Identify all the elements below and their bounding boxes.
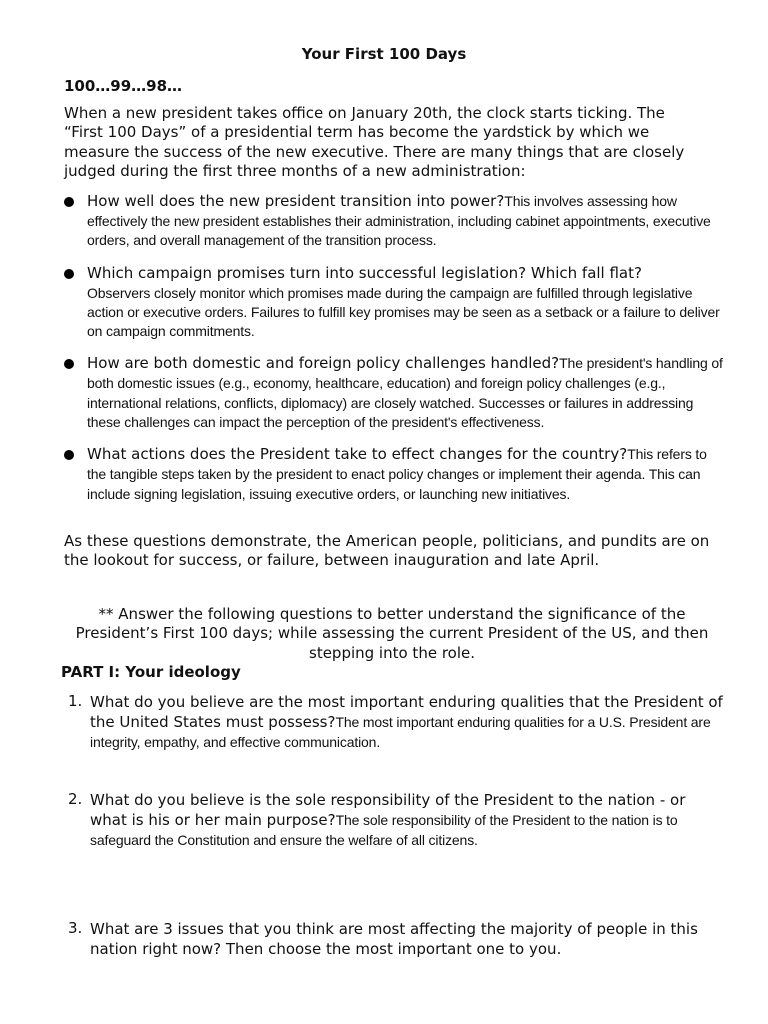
bullet-question: How are both domestic and foreign policy challenges handled? <box>87 354 560 373</box>
question-item <box>64 919 724 959</box>
bullet-question: Which campaign promises turn into successful legislation? Which fall flat? <box>87 263 642 282</box>
question-text: What do you believe is the sole responsibility of the President to the nation - or what is his or her main purpose? <box>90 791 686 829</box>
question-number: 1. <box>68 692 83 710</box>
criteria-list <box>64 191 724 516</box>
list-item <box>64 191 724 250</box>
list-item <box>64 263 724 341</box>
countdown-heading: 100…99…98… <box>64 77 183 95</box>
bullet-icon <box>64 359 74 369</box>
intro-paragraph: When a new president takes office on January 20th, the clock starts ticking. The “First 100 Days” of a presidential term has become the yardstick by which we measure the success of the new executive. There are many things that are closely judged during the first three months of a new administration: <box>64 104 685 180</box>
bullet-answer: This refers to the tangible steps taken by the president to enact policy changes or implement their agenda. This can include signing legislation, issuing executive orders, or launching new initiatives. <box>87 446 707 502</box>
instructions-paragraph: ** Answer the following questions to better understand the significance of the President’s First 100 days; while assessing the current President of the US, and then stepping into the role. <box>75 605 709 662</box>
question-item <box>64 692 724 751</box>
question-text: What are 3 issues that you think are most affecting the majority of people in this nation right now? Then choose the most important one to you. <box>90 920 698 958</box>
part-heading: PART I: Your ideology <box>61 663 241 681</box>
bullet-answer: The president's handling of both domestic issues (e.g., economy, healthcare, education) and foreign policy challenges (e.g., international relations, conflicts, diplomacy) are closely watched. Successes or failures in addressing these challenges can impact the perception of the president's effectiveness. <box>87 355 723 431</box>
list-item <box>64 444 724 503</box>
conclusion-paragraph: As these questions demonstrate, the American people, politicians, and pundits are on the lookout for success, or failure, between inauguration and late April. <box>64 532 710 570</box>
bullet-question: How well does the new president transition into power? <box>87 192 505 210</box>
bullet-icon <box>64 450 74 460</box>
bullet-question: What actions does the President take to effect changes for the country? <box>87 445 628 464</box>
bullet-answer: This involves assessing how effectively the new president establishes their administration, including cabinet appointments, executive orders, and overall management of the transition process. <box>87 193 711 249</box>
page-title: Your First 100 Days <box>301 45 467 63</box>
question-answer: The sole responsibility of the President to the nation is to safeguard the Constitution and ensure the welfare of all citizens. <box>90 812 678 848</box>
question-item <box>64 790 724 849</box>
list-item <box>64 353 724 431</box>
question-answer: The most important enduring qualities for a U.S. President are integrity, empathy, and effective communication. <box>90 714 711 750</box>
question-number: 2. <box>68 790 83 808</box>
question-text: What do you believe are the most important enduring qualities that the President of the United States must possess? <box>90 693 723 731</box>
bullet-icon <box>64 269 74 279</box>
bullet-icon <box>64 197 74 207</box>
bullet-answer: Observers closely monitor which promises made during the campaign are fulfilled through legislative action or executive orders. Failures to fulfill key promises may be seen as a setback or a failure to deliver on campaign commitments. <box>87 284 720 340</box>
question-number: 3. <box>68 919 83 937</box>
